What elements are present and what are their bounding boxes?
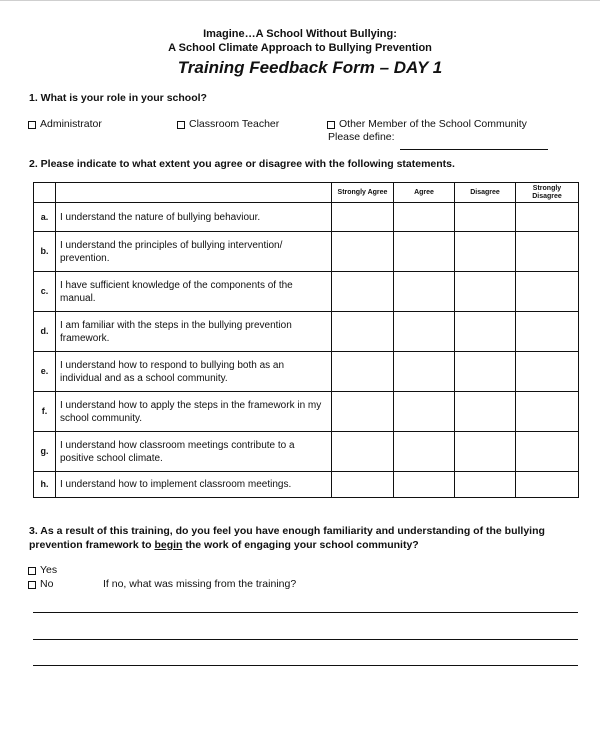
role-option-other[interactable]	[327, 118, 527, 143]
table-row	[34, 472, 579, 498]
role-option-label: Other Member of the School Community	[339, 118, 527, 130]
answer-option-label: Yes	[40, 564, 58, 576]
strongly-disagree-cell[interactable]	[516, 472, 579, 498]
question-3-emphasis: begin	[154, 539, 183, 551]
row-statement: I have sufficient knowledge of the components of the manual.	[56, 272, 332, 312]
table-header-row	[34, 183, 579, 203]
table-row	[34, 272, 579, 312]
table-row	[34, 352, 579, 392]
checkbox-icon[interactable]	[327, 121, 335, 129]
row-statement: I understand how classroom meetings contribute to a positive school climate.	[56, 432, 332, 472]
strongly-disagree-cell[interactable]	[516, 432, 579, 472]
row-statement: I understand the nature of bullying behaviour.	[56, 203, 332, 232]
row-statement: I am familiar with the steps in the bullying prevention framework.	[56, 312, 332, 352]
table-row	[34, 312, 579, 352]
column-header-strongly-disagree: Strongly Disagree	[516, 183, 579, 203]
row-statement: I understand how to apply the steps in the framework in my school community.	[56, 392, 332, 432]
disagree-cell[interactable]	[455, 352, 516, 392]
agree-cell[interactable]	[394, 392, 455, 432]
strongly-disagree-cell[interactable]	[516, 232, 579, 272]
strongly-disagree-cell[interactable]	[516, 203, 579, 232]
agree-cell[interactable]	[394, 312, 455, 352]
question-3-text: the work of engaging your school community?	[182, 539, 419, 551]
agree-cell[interactable]	[394, 352, 455, 392]
form-title: Training Feedback Form – DAY 1	[177, 58, 443, 77]
disagree-cell[interactable]	[455, 432, 516, 472]
row-statement: I understand how to implement classroom meetings.	[56, 472, 332, 498]
strongly-agree-cell[interactable]	[332, 312, 394, 352]
agree-cell[interactable]	[394, 472, 455, 498]
role-option-label: Classroom Teacher	[189, 118, 280, 130]
answer-option-yes[interactable]	[28, 564, 57, 576]
answer-line[interactable]	[33, 639, 578, 640]
row-letter: d.	[34, 312, 56, 352]
strongly-agree-cell[interactable]	[332, 472, 394, 498]
question-3-text: prevention framework to	[29, 539, 155, 551]
please-define-field[interactable]	[400, 149, 548, 150]
agree-cell[interactable]	[394, 432, 455, 472]
role-option-administrator[interactable]	[28, 118, 102, 130]
disagree-cell[interactable]	[455, 392, 516, 432]
row-letter: e.	[34, 352, 56, 392]
answer-line[interactable]	[33, 665, 578, 666]
agree-cell[interactable]	[394, 232, 455, 272]
checkbox-icon[interactable]	[28, 567, 36, 575]
column-header-disagree: Disagree	[455, 183, 516, 203]
strongly-agree-cell[interactable]	[332, 352, 394, 392]
column-header-agree: Agree	[394, 183, 455, 203]
row-statement: I understand how to respond to bullying both as an individual and as a school community.	[56, 352, 332, 392]
strongly-disagree-cell[interactable]	[516, 352, 579, 392]
role-option-classroom-teacher[interactable]	[177, 118, 279, 130]
if-no-prompt: If no, what was missing from the training?	[103, 578, 297, 590]
question-3-line2	[29, 539, 419, 551]
checkbox-icon[interactable]	[28, 121, 36, 129]
table-row	[34, 432, 579, 472]
agree-cell[interactable]	[394, 272, 455, 312]
agree-cell[interactable]	[394, 203, 455, 232]
question-1-label: 1. What is your role in your school?	[29, 92, 207, 104]
agreement-table	[33, 182, 579, 498]
form-header-line2: A School Climate Approach to Bullying Prevention	[168, 42, 432, 54]
checkbox-icon[interactable]	[28, 581, 36, 589]
disagree-cell[interactable]	[455, 472, 516, 498]
strongly-agree-cell[interactable]	[332, 392, 394, 432]
strongly-disagree-cell[interactable]	[516, 272, 579, 312]
table-row	[34, 232, 579, 272]
role-option-label: Administrator	[40, 118, 102, 130]
question-3-line1: 3. As a result of this training, do you feel you have enough familiarity and understanding of the bullying	[29, 525, 545, 537]
strongly-agree-cell[interactable]	[332, 203, 394, 232]
disagree-cell[interactable]	[455, 232, 516, 272]
strongly-agree-cell[interactable]	[332, 432, 394, 472]
disagree-cell[interactable]	[455, 272, 516, 312]
answer-option-label: No	[40, 578, 54, 590]
row-letter: g.	[34, 432, 56, 472]
form-header-line1: Imagine…A School Without Bullying:	[203, 28, 397, 40]
checkbox-icon[interactable]	[177, 121, 185, 129]
table-row	[34, 392, 579, 432]
strongly-disagree-cell[interactable]	[516, 312, 579, 352]
table-row	[34, 203, 579, 232]
row-letter: h.	[34, 472, 56, 498]
strongly-agree-cell[interactable]	[332, 272, 394, 312]
answer-option-no[interactable]	[28, 578, 53, 590]
question-2-label: 2. Please indicate to what extent you agree or disagree with the following statements.	[29, 158, 455, 170]
please-define-label: Please define:	[328, 131, 395, 143]
row-letter: c.	[34, 272, 56, 312]
row-statement: I understand the principles of bullying intervention/ prevention.	[56, 232, 332, 272]
strongly-agree-cell[interactable]	[332, 232, 394, 272]
column-header-strongly-agree: Strongly Agree	[332, 183, 394, 203]
header-cell-blank	[34, 183, 56, 203]
header-cell-blank	[56, 183, 332, 203]
strongly-disagree-cell[interactable]	[516, 392, 579, 432]
answer-line[interactable]	[33, 612, 578, 613]
row-letter: a.	[34, 203, 56, 232]
row-letter: f.	[34, 392, 56, 432]
row-letter: b.	[34, 232, 56, 272]
disagree-cell[interactable]	[455, 203, 516, 232]
disagree-cell[interactable]	[455, 312, 516, 352]
